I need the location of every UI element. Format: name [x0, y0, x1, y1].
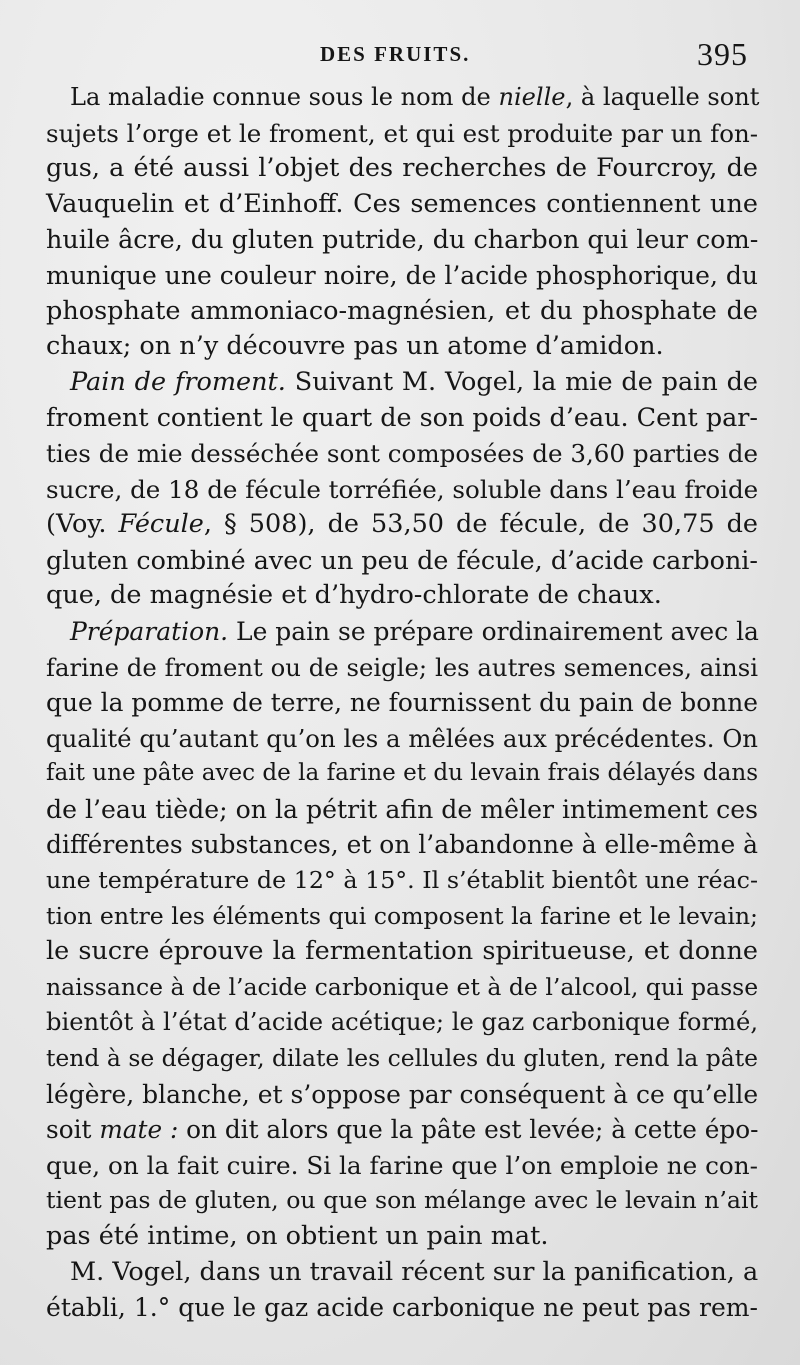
page-number: 395 — [697, 36, 748, 72]
text-run: tion entre les éléments qui composent la farine et le levain; — [46, 901, 758, 930]
text-line — [46, 1005, 758, 1041]
running-title: DES FRUITS. — [320, 42, 471, 66]
text-line — [46, 329, 758, 365]
text-line — [46, 685, 758, 721]
text-run: fait une pâte avec de la farine et du levain frais délayés dans — [46, 760, 759, 787]
text-line — [46, 721, 758, 757]
text-run: gus, a été aussi l’objet des recherches de Fourcroy, de — [46, 153, 758, 184]
text-run: , § 508), de 53,50 de fécule, de 30,75 de — [203, 509, 759, 540]
text-run: bientôt à l’état d’acide acétique; le gaz carbonique formé, — [46, 1008, 759, 1037]
text-run: sucre, de 18 de fécule torréfiée, soluble dans l’eau froide — [46, 474, 759, 504]
text-run: phosphate ammoniaco-magnésien, et du phosphate de — [46, 295, 758, 326]
text-run: froment contient le quart de son poids d’eau. Cent par- — [46, 402, 758, 433]
text-run: établi, 1.° que le gaz acide carbonique ne peut pas rem- — [46, 1293, 758, 1323]
italic-run: Préparation. — [70, 616, 229, 646]
text-line — [46, 1112, 758, 1148]
text-run: Suivant M. Vogel, la mie de pain de — [285, 366, 758, 397]
text-run: de l’eau tiède; on la pétrit afin de mêler intimement ces — [46, 794, 758, 824]
body-text — [46, 80, 758, 1326]
text-run: huile âcre, du gluten putride, du charbon qui leur com- — [46, 224, 759, 255]
text-line — [46, 827, 758, 863]
text-line — [46, 1290, 758, 1326]
text-line — [46, 543, 758, 579]
italic-run: Pain de froment. — [70, 366, 286, 397]
text-line — [46, 1041, 758, 1077]
text-run: farine de froment ou de seigle; les autres semences, ainsi — [46, 652, 758, 682]
text-run: légère, blanche, et s’oppose par conséquent à ce qu’elle — [46, 1079, 759, 1109]
text-run: tient pas de gluten, ou que son mélange avec le levain n’ait — [46, 1186, 758, 1215]
text-line — [46, 934, 758, 970]
text-line — [46, 578, 758, 614]
text-run: que la pomme de terre, ne fournissent du pain de bonne — [46, 688, 759, 718]
text-line — [46, 863, 758, 899]
text-line — [46, 222, 758, 258]
text-line — [46, 792, 758, 828]
text-line — [46, 899, 758, 935]
text-run: différentes substances, et on l’abandonne à elle-même à — [46, 830, 759, 860]
text-run: (Voy. — [46, 509, 119, 540]
text-line — [46, 1183, 758, 1219]
text-line — [46, 650, 758, 686]
text-line — [46, 1255, 758, 1291]
text-run: chaux; on n’y découvre pas un atome d’amidon. — [46, 331, 664, 362]
text-run: munique une couleur noire, de l’acide phosphorique, du — [46, 260, 758, 290]
text-line — [46, 436, 758, 472]
italic-run: Fécule — [118, 509, 204, 540]
italic-run: mate : — [99, 1115, 179, 1145]
text-run: naissance à de l’acide carbonique et à de l’alcool, qui passe — [46, 972, 759, 1001]
text-line — [46, 970, 758, 1006]
text-run: que, de magnésie et d’hydro-chlorate de chaux. — [46, 580, 662, 611]
text-line — [46, 400, 758, 436]
running-head — [0, 38, 800, 78]
text-run: La maladie connue sous le nom de — [70, 83, 499, 111]
text-run: le sucre éprouve la fermentation spiritueuse, et donne — [46, 936, 758, 967]
text-line — [46, 80, 758, 116]
text-run: une température de 12° à 15°. Il s’établit bientôt une réac- — [46, 866, 758, 895]
text-line — [46, 151, 758, 187]
text-run: on dit alors que la pâte est levée; à cette épo- — [178, 1115, 759, 1145]
text-run: gluten combiné avec un peu de fécule, d’acide carboni- — [46, 544, 758, 575]
text-run: Le pain se prépare ordinairement avec la — [228, 616, 759, 646]
text-line — [46, 1148, 758, 1184]
text-line — [46, 614, 758, 650]
text-line — [46, 507, 758, 543]
text-run: pas été intime, on obtient un pain mat. — [46, 1221, 549, 1251]
text-line — [46, 116, 758, 152]
text-run: ties de mie desséchée sont composées de 3,60 parties de — [46, 438, 758, 468]
text-run: que, on la fait cuire. Si la farine que l’on emploie ne con- — [46, 1150, 758, 1180]
text-line — [46, 472, 758, 508]
text-line — [46, 258, 758, 294]
italic-run: nielle — [498, 83, 566, 111]
text-line — [46, 187, 758, 223]
text-run: sujets l’orge et le froment, et qui est produite par un fon- — [46, 118, 758, 148]
text-line — [46, 294, 758, 330]
text-line — [46, 365, 758, 401]
text-run: M. Vogel, dans un travail récent sur la panification, a — [70, 1256, 759, 1287]
text-run: tend à se dégager, dilate les cellules du gluten, rend la pâte — [46, 1044, 759, 1073]
text-run: soit — [46, 1115, 100, 1145]
text-run: Vauquelin et d’Einhoff. Ces semences contiennent une — [46, 188, 758, 219]
text-run: , à laquelle sont — [565, 83, 760, 111]
text-line — [46, 1219, 758, 1255]
text-line — [46, 1077, 758, 1113]
text-run: qualité qu’autant qu’on les a mêlées aux précédentes. On — [46, 723, 758, 753]
text-line — [46, 756, 758, 792]
